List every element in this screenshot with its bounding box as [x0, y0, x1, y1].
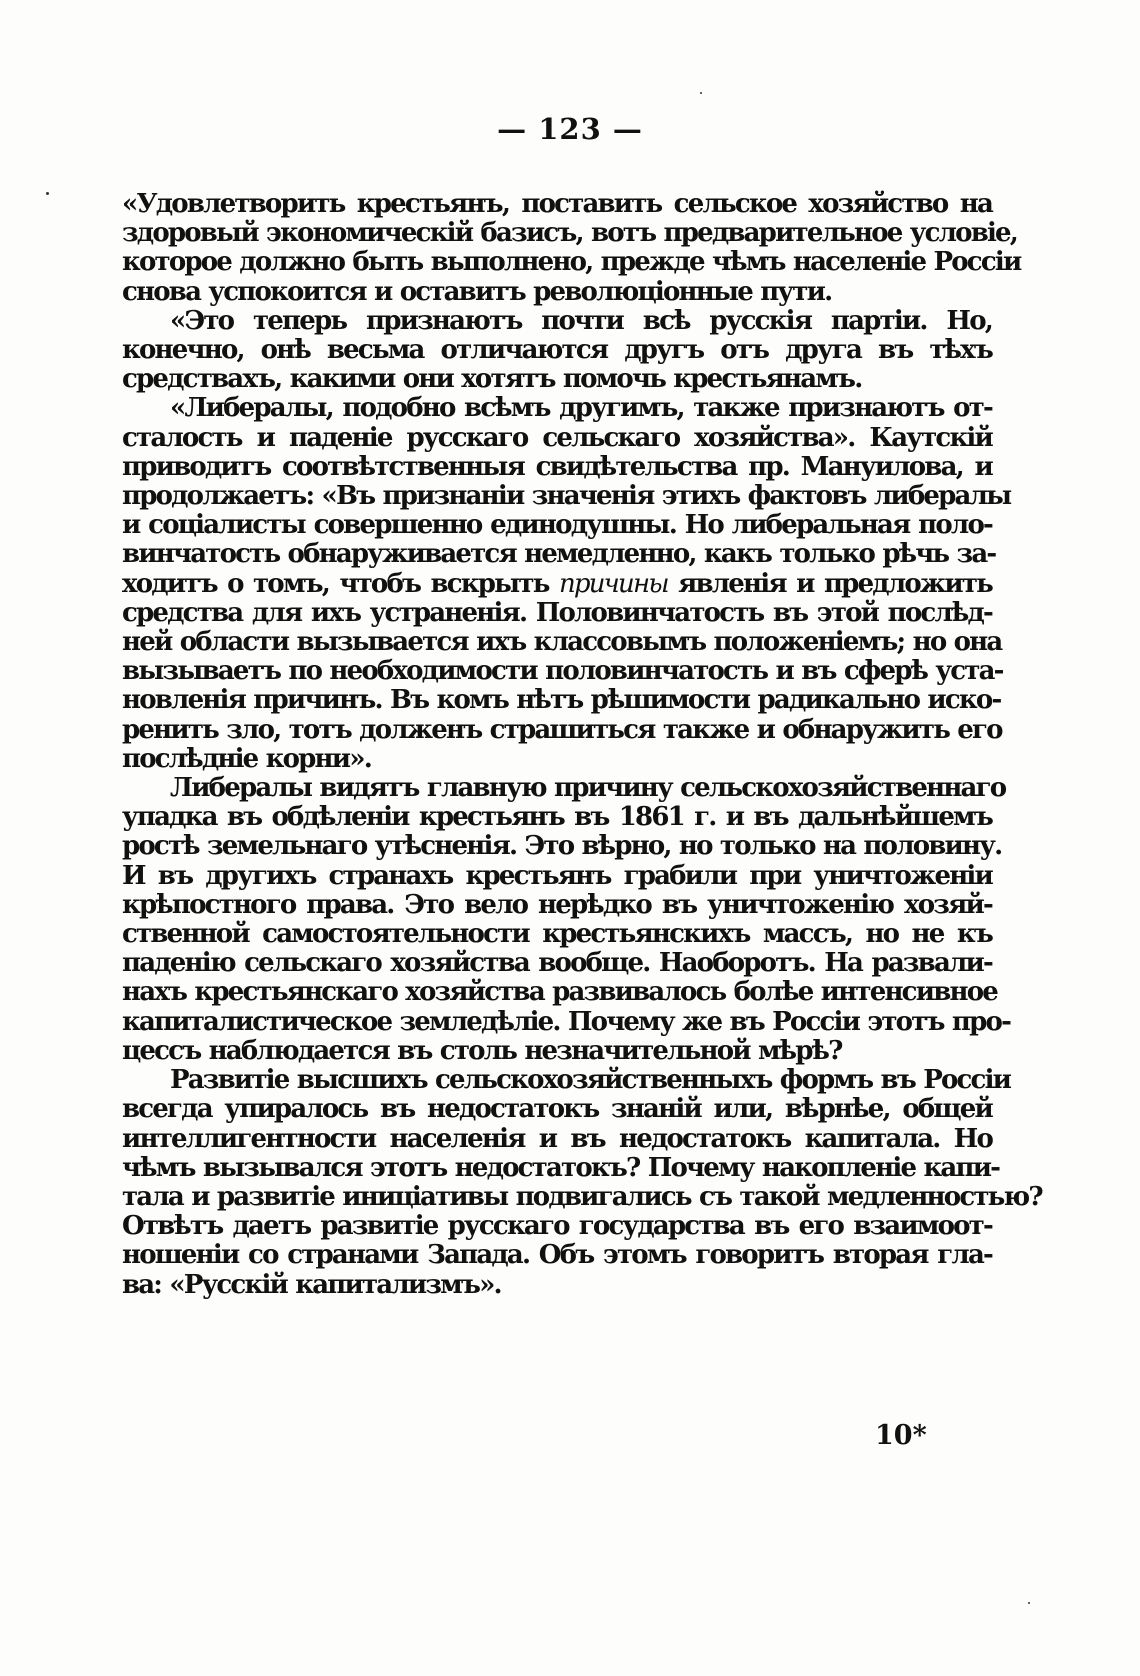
- page-number: — 123 —: [497, 112, 643, 146]
- text-line: ва: «Русскій капитализмъ».: [122, 1269, 501, 1300]
- text-line: приводитъ соотвѣтственныя свидѣтельства пр. Мануилова, и: [122, 451, 992, 482]
- text-line: Отвѣтъ даетъ развитіе русскаго государства въ его взаимоот-: [122, 1211, 992, 1242]
- text-line: цессъ наблюдается въ столь незначительной мѣрѣ?: [122, 1035, 842, 1066]
- text-line: капиталистическое земледѣліе. Почему же въ Россіи этотъ про-: [122, 1006, 1011, 1037]
- text-line: и соціалисты совершенно единодушны. Но либеральная поло-: [122, 510, 992, 541]
- text-line: средствахъ, какими они хотятъ помочь крестьянамъ.: [122, 364, 862, 395]
- text-line: интеллигентности населенія и въ недостатокъ капитала. Но: [122, 1123, 992, 1154]
- scan-speck: [700, 92, 702, 94]
- text-line: сталость и паденіе русскаго сельскаго хозяйства». Каутскій: [122, 422, 992, 453]
- text-line: ношеніи со странами Запада. Объ этомъ говоритъ вторая гла-: [122, 1240, 992, 1271]
- text-line: паденію сельскаго хозяйства вообще. Наоборотъ. На развали-: [122, 948, 992, 979]
- text-line: вызываетъ по необходимости половинчатость и въ сферѣ уста-: [122, 656, 1003, 687]
- text-line: здоровый экономическій базисъ, вотъ предварительное условіе,: [122, 218, 1018, 249]
- text-line: средства для ихъ устраненія. Половинчатость въ этой послѣд-: [122, 597, 992, 628]
- text-line: ростѣ земельнаго утѣсненія. Это вѣрно, но только на половину.: [122, 831, 1002, 862]
- text-line: ренить зло, тотъ долженъ страшиться также и обнаружить его: [122, 714, 1002, 745]
- text-line: нахъ крестьянскаго хозяйства развивалось болѣе интенсивное: [122, 977, 997, 1008]
- text-line: упадка въ обдѣленіи крестьянъ въ 1861 г. и въ дальнѣйшемъ: [122, 802, 992, 833]
- text-line: продолжаетъ: «Въ признаніи значенія этихъ фактовъ либералы: [122, 481, 1011, 512]
- text-line: винчатость обнаруживается немедленно, какъ только рѣчь за-: [122, 539, 996, 570]
- text-line: тала и развитіе иниціативы подвигались съ такой медленностью?: [122, 1181, 1042, 1212]
- text-line: Либералы видятъ главную причину сельскохозяйственнаго: [170, 773, 1006, 804]
- text-line: «Удовлетворить крестьянъ, поставить сельское хозяйство на: [122, 189, 992, 219]
- text-line: ственной самостоятельности крестьянскихъ массъ, но не къ: [122, 919, 992, 950]
- text-line: Развитіе высшихъ сельскохозяйственныхъ формъ въ Россіи: [170, 1065, 1011, 1096]
- text-line: крѣпостного права. Это вело нерѣдко въ уничтоженію хозяй-: [122, 889, 992, 920]
- text-segment: ходитъ о томъ, чтобъ вскрыть: [122, 568, 559, 599]
- text-line: чѣмъ вызывался этотъ недостатокъ? Почему накопленіе капи-: [122, 1152, 1000, 1183]
- text-line: снова успокоится и оставитъ революціонные пути.: [122, 276, 832, 307]
- scan-speck: [1028, 1602, 1030, 1604]
- emphasized-word: причины: [558, 568, 668, 599]
- scan-speck: [46, 192, 49, 195]
- text-line: «Либералы, подобно всѣмъ другимъ, также признаютъ от-: [170, 393, 992, 424]
- text-segment: явленія и предложить: [667, 568, 993, 599]
- text-line: которое должно быть выполнено, прежде чѣмъ населеніе Россіи: [122, 247, 1021, 278]
- text-line: ней области вызывается ихъ классовымъ положеніемъ; но она: [122, 627, 1002, 658]
- text-line: И въ другихъ странахъ крестьянъ грабили при уничтоженіи: [122, 860, 992, 891]
- printer-signature-mark: 10*: [875, 1420, 927, 1451]
- body-text: [122, 189, 1042, 1300]
- text-line: «Это теперь признаютъ почти всѣ русскія партіи. Но,: [170, 305, 992, 336]
- text-line: конечно, онѣ весьма отличаются другъ отъ друга въ тѣхъ: [122, 335, 992, 366]
- text-line-with-emphasis: [122, 570, 992, 599]
- text-line: послѣдніе корни».: [122, 743, 371, 774]
- text-line: новленія причинъ. Въ комъ нѣтъ рѣшимости радикально иско-: [122, 685, 1001, 716]
- text-line: всегда упиралось въ недостатокъ знаній или, вѣрнѣе, общей: [122, 1094, 992, 1125]
